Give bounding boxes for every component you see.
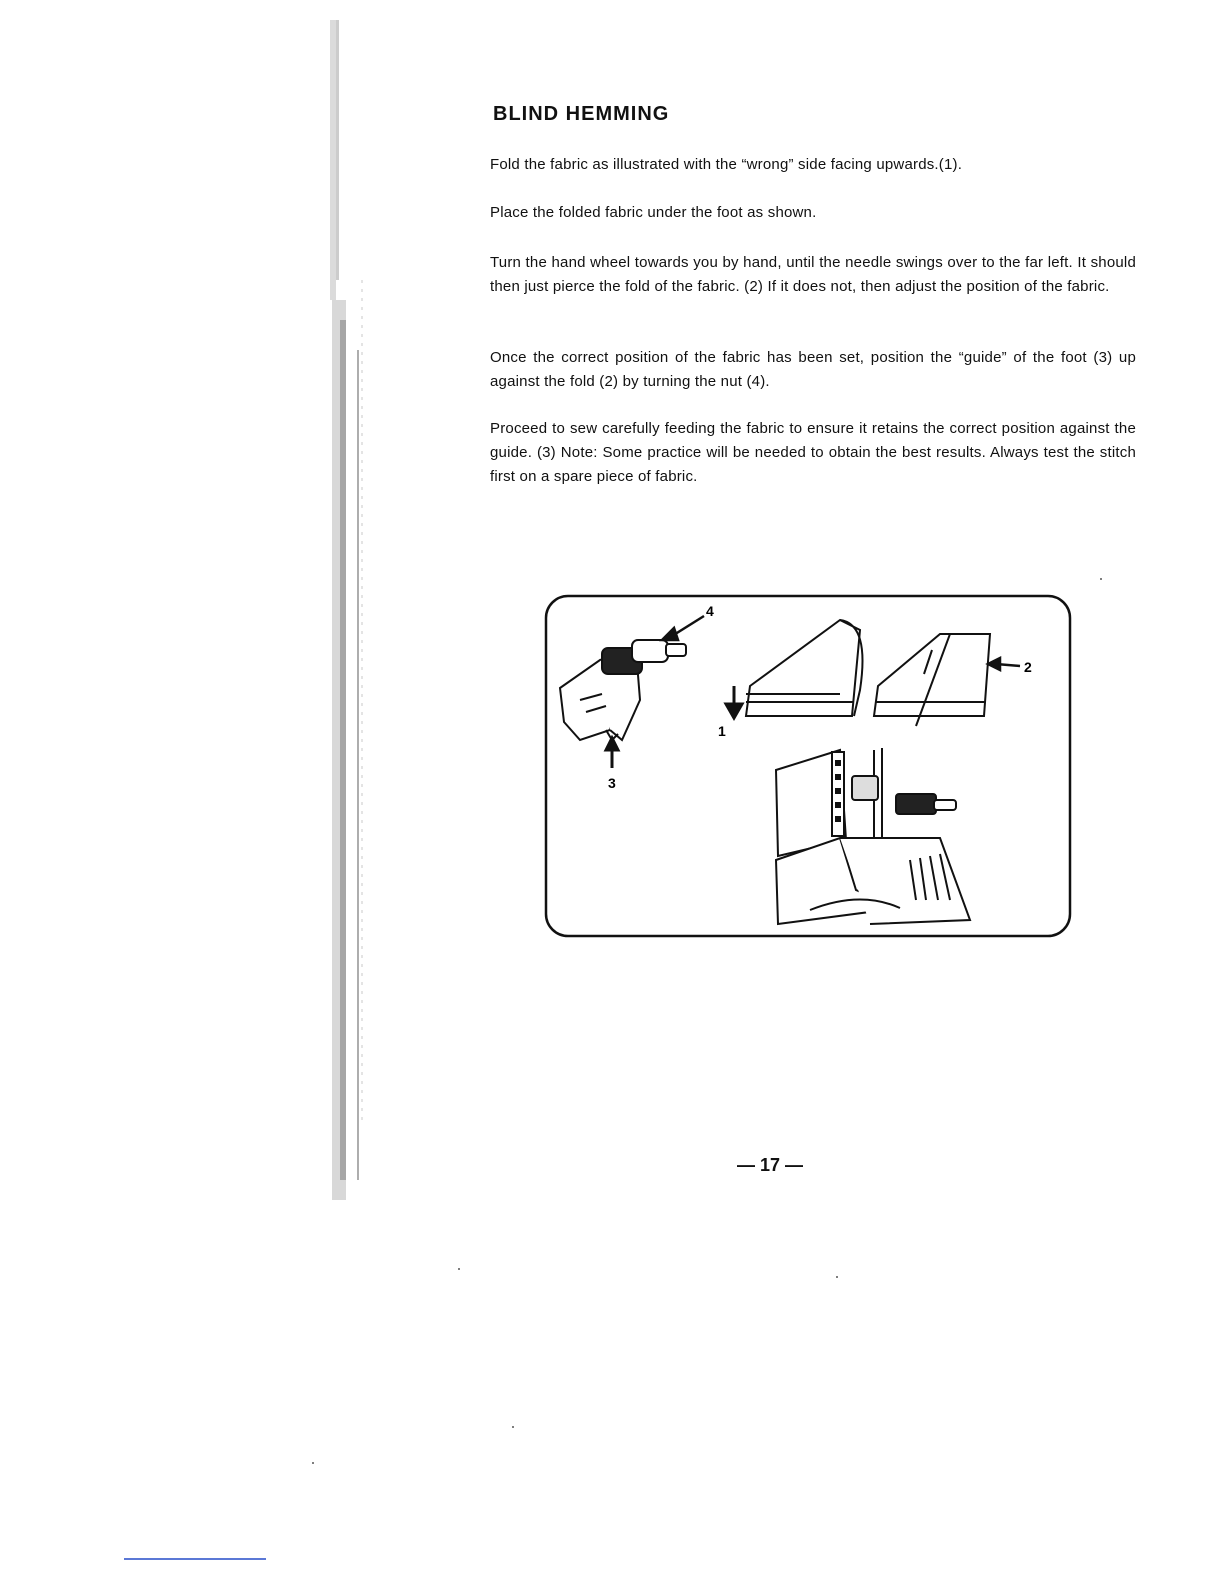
scan-speck: [1100, 578, 1102, 580]
machine-closeup-drawing: [776, 748, 970, 924]
callout-1: 1: [718, 723, 726, 739]
arrow-to-fold: [988, 658, 1020, 670]
scan-speck: [458, 1268, 460, 1270]
paragraph-place-fabric: Place the folded fabric under the foot as shown.: [490, 204, 817, 221]
callout-4: 4: [706, 603, 714, 619]
folded-fabric-drawing: [746, 620, 863, 716]
arrow-to-nut: [662, 616, 704, 640]
callout-3: 3: [608, 775, 616, 791]
paragraph-proceed-sewing: Proceed to sew carefully feeding the fabric to ensure it retains the correct position against the guide. (3) Note: Some practice will be needed to obtain the best results. Always test the stitch first on a spare piece of fabric.: [490, 420, 1136, 485]
paragraph-turn-hand-wheel: Turn the hand wheel towards you by hand, until the needle swings over to the far left. It should then just pierce the fold of the fabric. (2) If it does not, then adjust the position of the fabric.: [490, 254, 1136, 295]
arrow-to-guide: [606, 738, 618, 768]
page-binding-edge: [326, 20, 366, 1200]
folded-fabric-needle-drawing: [874, 634, 990, 726]
blind-hemming-illustration: [540, 590, 1076, 942]
paragraph-position-guide: Once the correct position of the fabric has been set, position the “guide” of the foot (3) up against the fold (2) by turning the nut (4).: [490, 349, 1136, 390]
page-number: — 17 —: [736, 1155, 804, 1175]
scan-speck: [836, 1276, 838, 1278]
scan-speck: [512, 1426, 514, 1428]
paragraph-fold-fabric: Fold the fabric as illustrated with the “wrong” side facing upwards.(1).: [490, 156, 963, 173]
section-title: BLIND HEMMING: [493, 103, 670, 125]
callout-2: 2: [1024, 659, 1032, 675]
bottom-underline-mark: [124, 1558, 266, 1560]
blind-hem-foot-drawing: [560, 640, 686, 740]
arrow-fold-down: [726, 686, 742, 718]
scan-speck: [312, 1462, 314, 1464]
